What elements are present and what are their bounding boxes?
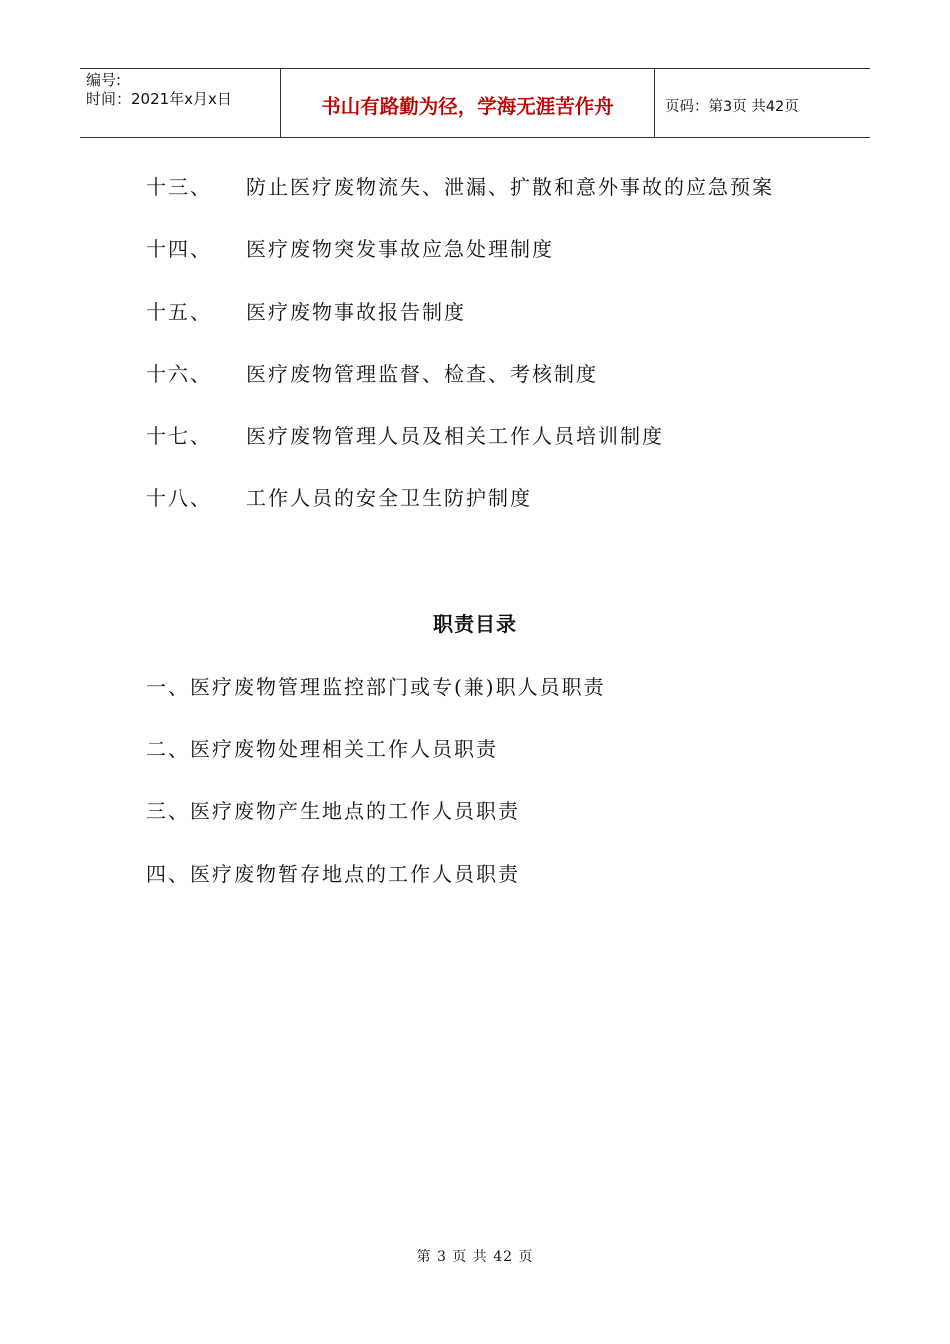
duty-item: 三、医疗废物产生地点的工作人员职责 xyxy=(146,799,520,823)
date-label: 时间：2021年x月x日 xyxy=(86,90,232,108)
duty-item: 一、医疗废物管理监控部门或专(兼)职人员职责 xyxy=(146,675,606,699)
toc-item-number: 十五、 xyxy=(146,300,212,324)
duties-section-title: 职责目录 xyxy=(433,612,517,636)
header-motto: 书山有路勤为径，学海无涯苦作舟 xyxy=(321,95,614,118)
page-header xyxy=(80,68,870,138)
toc-item-number: 十四、 xyxy=(146,237,212,261)
page-footer: 第 3 页 共 42 页 xyxy=(416,1249,534,1265)
toc-item-text: 工作人员的安全卫生防护制度 xyxy=(246,486,532,510)
serial-number-label: 编号: xyxy=(86,71,122,89)
header-motto-cell xyxy=(281,69,655,137)
toc-item-text: 防止医疗废物流失、泄漏、扩散和意外事故的应急预案 xyxy=(246,175,774,199)
toc-item-text: 医疗废物突发事故应急处理制度 xyxy=(246,237,554,261)
header-page-cell xyxy=(655,69,870,137)
toc-item-number: 十八、 xyxy=(146,486,212,510)
header-page-info: 页码：第3页 共42页 xyxy=(665,98,799,115)
toc-item-number: 十三、 xyxy=(146,175,212,199)
toc-item-text: 医疗废物事故报告制度 xyxy=(246,300,466,324)
toc-item-number: 十七、 xyxy=(146,424,212,448)
toc-item-text: 医疗废物管理人员及相关工作人员培训制度 xyxy=(246,424,664,448)
duty-item: 二、医疗废物处理相关工作人员职责 xyxy=(146,737,498,761)
header-meta-cell xyxy=(80,69,281,137)
toc-item-number: 十六、 xyxy=(146,362,212,386)
duty-item: 四、医疗废物暂存地点的工作人员职责 xyxy=(146,862,520,886)
toc-item-text: 医疗废物管理监督、检查、考核制度 xyxy=(246,362,598,386)
